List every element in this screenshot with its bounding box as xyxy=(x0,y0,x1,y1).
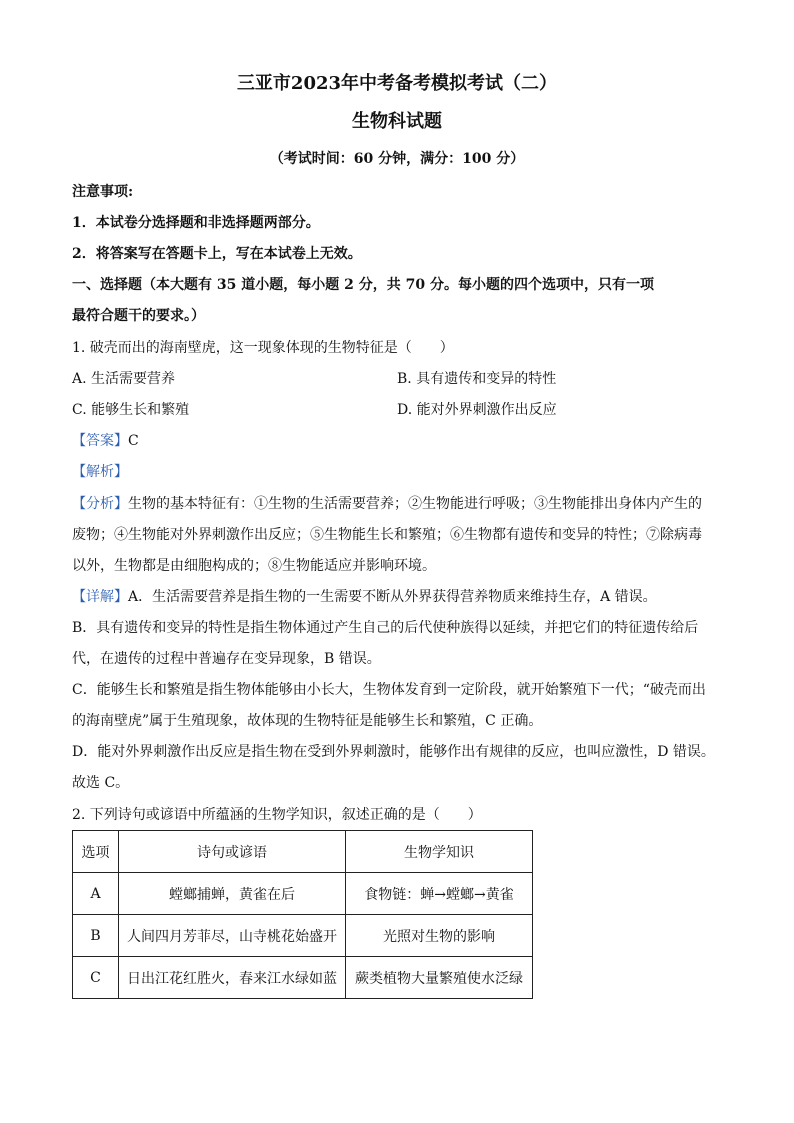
xiangjie-line-1 xyxy=(72,587,657,607)
answer-tag: 【答案】 xyxy=(72,433,128,449)
xiangjie-text-1: A．生活需要营养是指生物的一生需要不断从外界获得营养物质来维持生存，A 错误。 xyxy=(128,589,657,605)
question-2-stem: 2. 下列诗句或谚语中所蕴涵的生物学知识，叙述正确的是（ ） xyxy=(72,807,482,823)
exam-info: （考试时间：60 分钟，满分：100 分） xyxy=(269,151,525,167)
table-row xyxy=(73,915,533,957)
xiangjie-tag: 【详解】 xyxy=(72,589,128,605)
table-cell: 日出江花红胜火，春来江水绿如蓝 xyxy=(119,957,346,999)
xiangjie-line-5: 的海南壁虎”属于生殖现象，故体现的生物特征是能够生长和繁殖，C 正确。 xyxy=(72,713,543,729)
question-1-stem: 1. 破壳而出的海南壁虎，这一现象体现的生物特征是（ ） xyxy=(72,340,454,356)
xiangjie-line-4: C．能够生长和繁殖是指生物体能够由小长大，生物体发育到一定阶段，就开始繁殖下一代；“破壳而出 xyxy=(72,682,706,698)
table-header-cell: 生物学知识 xyxy=(346,831,533,873)
table-cell: C xyxy=(73,957,119,999)
subject-title: 生物科试题 xyxy=(352,111,442,132)
table-row xyxy=(73,957,533,999)
section-heading-line-2: 最符合题干的要求。） xyxy=(72,308,205,324)
q1-option-d: D. 能对外界刺激作出反应 xyxy=(397,402,557,418)
table-row xyxy=(73,873,533,915)
table-cell: 人间四月芳菲尽，山寺桃花始盛开 xyxy=(119,915,346,957)
xiangjie-line-6: D．能对外界刺激作出反应是指生物在受到外界刺激时，能够作出有规律的反应，也叫应激性，D 错误。 xyxy=(72,744,715,760)
section-heading-line-1: 一、选择题（本大题有 35 道小题，每小题 2 分，共 70 分。每小题的四个选项中，只有一项 xyxy=(72,277,654,293)
table-cell: 蕨类植物大量繁殖使水泛绿 xyxy=(346,957,533,999)
notes-item-2: 2．将答案写在答题卡上，写在本试卷上无效。 xyxy=(72,246,362,262)
table-cell: 螳螂捕蝉，黄雀在后 xyxy=(119,873,346,915)
answer-value: C xyxy=(128,433,139,449)
table-header-cell: 诗句或谚语 xyxy=(119,831,346,873)
fenxi-line-2: 废物；④生物能对外界刺激作出反应；⑤生物能生长和繁殖；⑥生物都有遗传和变异的特性；⑦除病毒 xyxy=(72,527,702,543)
table-cell: 光照对生物的影响 xyxy=(346,915,533,957)
table-header-cell: 选项 xyxy=(73,831,119,873)
xiangjie-line-2: B．具有遗传和变异的特性是指生物体通过产生自己的后代使种族得以延续，并把它们的特征遗传给后 xyxy=(72,620,699,636)
q1-answer-line xyxy=(72,431,139,451)
table-cell: A xyxy=(73,873,119,915)
table-header-row xyxy=(73,831,533,873)
notes-heading: 注意事项: xyxy=(72,184,134,200)
q2-options-table xyxy=(72,830,533,999)
table-cell: 食物链：蝉→螳螂→黄雀 xyxy=(346,873,533,915)
exam-title: 三亚市2023年中考备考模拟考试（二） xyxy=(236,73,558,94)
analysis-tag: 【解析】 xyxy=(72,464,128,480)
q1-option-b: B. 具有遗传和变异的特性 xyxy=(397,371,557,387)
fenxi-line-1 xyxy=(72,494,702,514)
notes-item-1: 1．本试卷分选择题和非选择题两部分。 xyxy=(72,215,320,231)
q1-option-a: A. 生活需要营养 xyxy=(72,371,176,387)
xiangjie-line-7: 故选 C。 xyxy=(72,775,130,791)
table-cell: B xyxy=(73,915,119,957)
q1-option-c: C. 能够生长和繁殖 xyxy=(72,402,190,418)
fenxi-tag: 【分析】 xyxy=(72,496,128,512)
fenxi-line-3: 以外，生物都是由细胞构成的；⑧生物能适应并影响环境。 xyxy=(72,558,436,574)
fenxi-text-1: 生物的基本特征有：①生物的生活需要营养；②生物能进行呼吸；③生物能排出身体内产生的 xyxy=(128,496,702,512)
xiangjie-line-3: 代，在遗传的过程中普遍存在变异现象，B 错误。 xyxy=(72,651,381,667)
